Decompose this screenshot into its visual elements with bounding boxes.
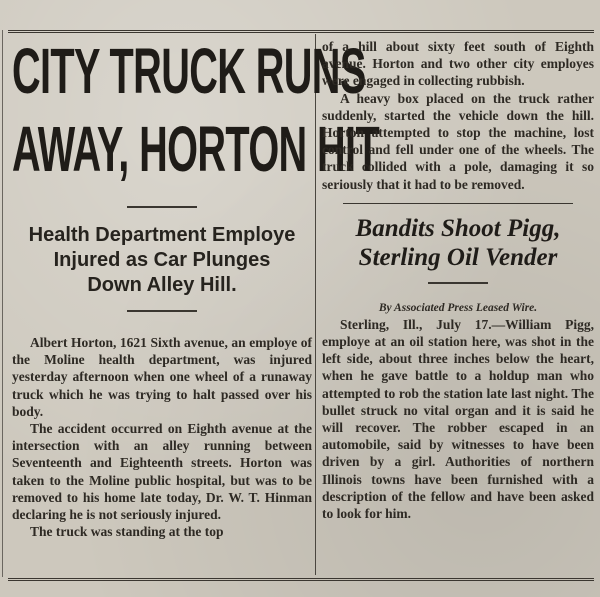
paragraph-3-continued: of a hill about sixty feet south of Eighth avenue. Horton and two other city employes were engaged in collecting rubbish. xyxy=(322,39,594,89)
pigg-paragraph-1: Sterling, Ill., July 17.—William Pigg, employe at an oil station here, was shot in the left side, about three inches below the heart, when he gave battle to a holdup man who attempted to rob the station late last night. The bullet struck no vital organ and it is said he will recover. The robber escaped in an automobile, said by witnesses to have been driven by a girl. Authorities of northern Illinois towns have been furnished with a description of the fellow and have been asked to look for him. xyxy=(322,316,594,522)
paragraph-3-start: The truck was standing at the top xyxy=(30,524,224,540)
paragraph-1: Albert Horton, 1621 Sixth avenue, an employe of the Moline health department, was injured yesterday afternoon when one wheel of a runaway truck which he was trying to halt passed over his body. xyxy=(12,335,312,419)
subheadline xyxy=(12,223,312,298)
top-border-rule xyxy=(8,30,594,33)
headline-line-2: AWAY, HORTON HIT xyxy=(11,113,380,185)
paragraph-2: The accident occurred on Eighth avenue at the intersection with an alley running between Seventeenth and Eighteenth streets. Horton was taken to the Moline public hospital, but was to be removed to his home late today, Dr. W. T. Hinman declaring he is not seriously injured. xyxy=(12,421,312,523)
byline: By Associated Press Leased Wire. xyxy=(378,301,538,314)
right-column xyxy=(322,34,594,522)
headline-line-1: CITY TRUCK RUNS xyxy=(11,35,366,107)
headline-rule xyxy=(127,206,197,208)
article-separator-rule xyxy=(343,203,573,204)
headline-pigg-line-1: Bandits Shoot Pigg, xyxy=(355,214,561,242)
headline-pigg-line-2: Sterling Oil Vender xyxy=(358,243,558,271)
subheadline-line-1: Health Department Employe xyxy=(28,224,296,246)
subheadline-line-2: Injured as Car Plunges xyxy=(53,249,271,271)
paragraph-4: A heavy box placed on the truck rather suddenly, started the vehicle down the hill. Horton attempted to stop the machine, lost control and fell under one of the wheels. The truck collided with a pole, damaging it so seriously that it had to be removed. xyxy=(322,90,594,192)
subheadline-line-3: Down Alley Hill. xyxy=(87,274,237,296)
article-horton xyxy=(11,34,380,540)
article-body-left xyxy=(12,334,312,540)
article-body-continued xyxy=(322,38,594,193)
deck-rule xyxy=(127,310,197,312)
headline-pigg-rule xyxy=(428,282,488,284)
article-body-pigg xyxy=(322,316,594,522)
headline-pigg xyxy=(322,214,594,272)
bottom-border-rule xyxy=(8,578,594,581)
left-edge-rule xyxy=(2,30,3,577)
